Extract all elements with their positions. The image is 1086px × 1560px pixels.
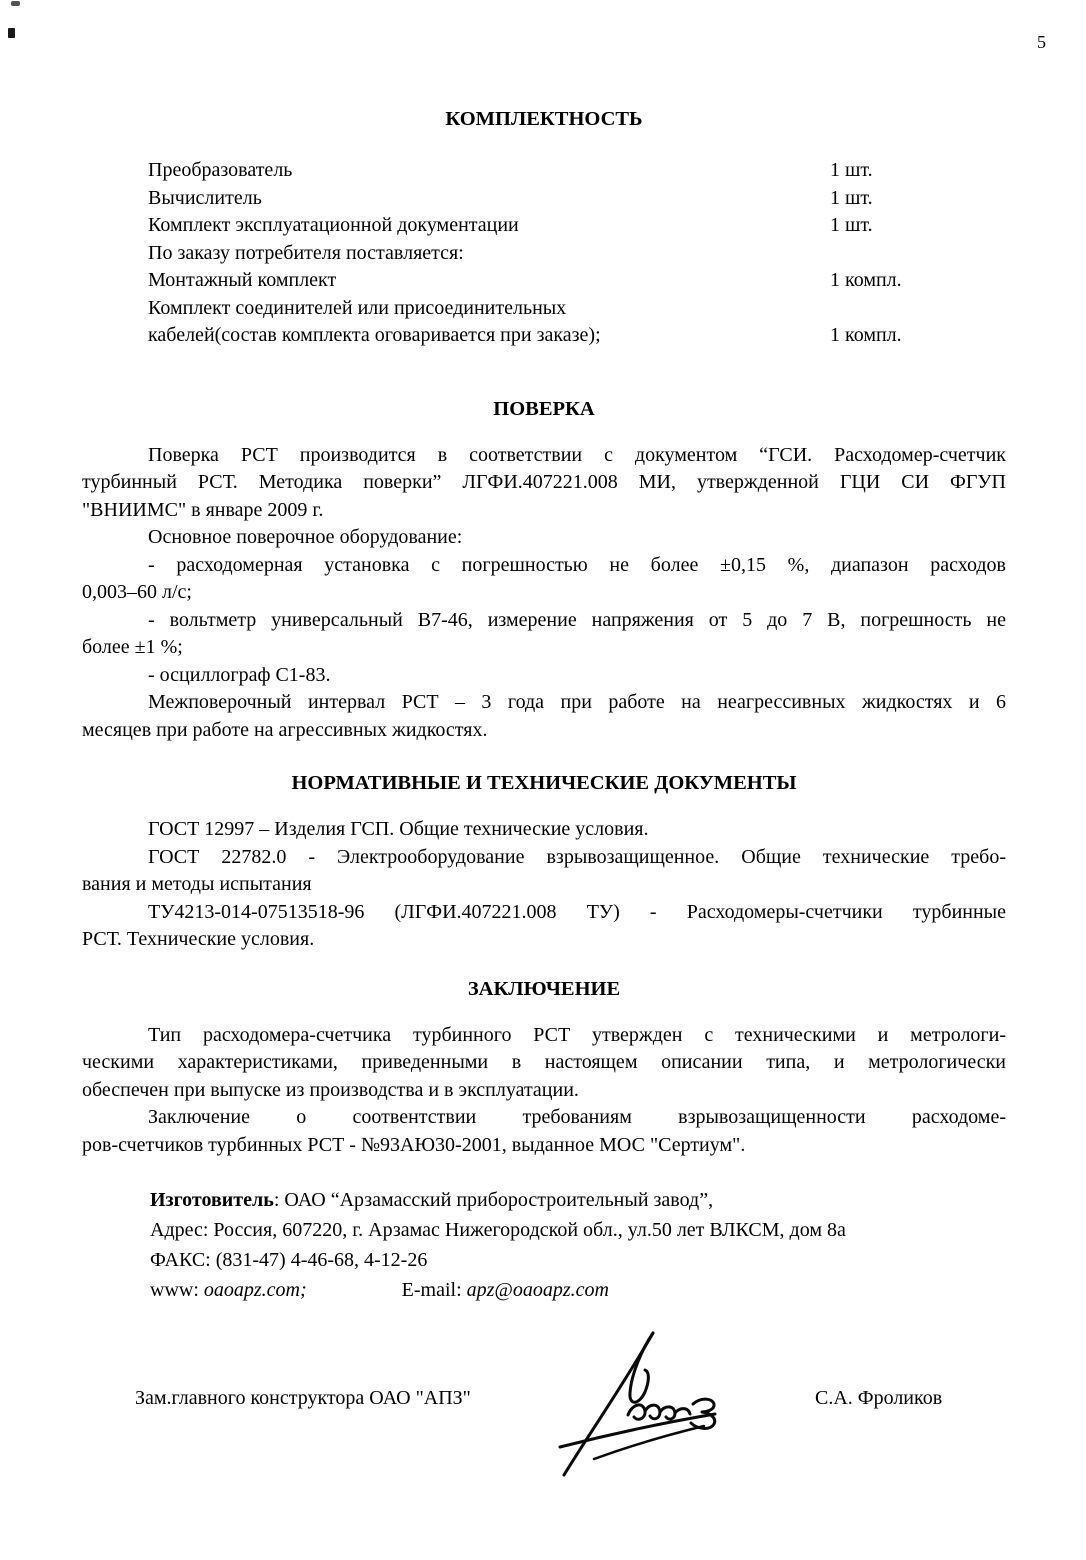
paragraph-line: вания и методы испытания [82,873,312,895]
signatory-position: Зам.главного конструктора ОАО "АПЗ" [135,1387,471,1409]
list-item [82,267,1006,295]
page-number: 5 [1037,32,1046,52]
manufacturer-line [150,1185,1006,1215]
paragraph-line: - вольтметр универсальный В7-46, измерение напряжения от 5 до 7 В, погрешность не [148,608,1006,631]
section-title-normative: НОРМАТИВНЫЕ И ТЕХНИЧЕСКИЕ ДОКУМЕНТЫ [291,772,797,794]
list-item [82,322,1006,350]
item-qty [830,240,1006,268]
item-label: Комплект соединителей или присоединительных [148,296,567,319]
item-label: Преобразователь [148,159,293,181]
manufacturer-label: Изготовитель [150,1189,274,1211]
paragraph-line: Межповерочный интервал РСТ – 3 года при работе на неагрессивных жидкостях и 6 [148,691,1006,713]
manufacturer-fax: ФАКС: (831-47) 4-46-68, 4-12-26 [150,1249,428,1271]
ink-speck [11,1,20,6]
komplekt-list [82,157,1006,350]
item-qty: 1 шт. [830,159,873,181]
paragraph-line: "ВНИИМС" в январе 2009 г. [82,498,324,521]
paragraph-line: более ±1 %; [82,636,183,658]
item-label: кабелей(состав комплекта оговаривается при заказе); [148,324,601,346]
paragraph-line: - расходомерная установка с погрешностью не более ±0,15 %, диапазон расходов [148,553,1006,576]
paragraph-line: ческими характеристиками, приведенными в настоящем описании типа, и метрологически [82,1051,1006,1073]
manufacturer-name: : ОАО “Арзамасский приборостроительный завод”, [273,1189,714,1211]
manufacturer-contacts [150,1275,1006,1305]
paragraph-line: Основное поверочное оборудование: [148,526,463,548]
manufacturer-address: Адрес: Россия, 607220, г. Арзамас Нижегородской обл., ул.50 лет ВЛКСМ, дом 8а [150,1219,846,1241]
paragraph-line: ТУ4213-014-07513518-96 (ЛГФИ.407221.008 ТУ) - Расходомеры-счетчики турбинные [148,900,1006,923]
paragraph-line: ров-счетчиков турбинных РСТ - №93АЮ30-2001, выданное МОС "Сертиум". [82,1133,746,1156]
item-qty: 1 шт. [830,186,873,209]
signature-scrawl [532,1325,752,1480]
list-item [82,185,1006,213]
zakl-body [82,1022,1006,1160]
paragraph-line: 0,003–60 л/с; [82,581,192,603]
manufacturer-block [150,1185,1006,1305]
item-qty [830,295,1006,323]
paragraph-line: ГОСТ 22782.0 - Электрооборудование взрывозащищенное. Общие технические требо- [148,845,1006,868]
item-label: По заказу потребителя поставляется: [148,241,464,264]
paragraph-line: обеспечен при выпуске из производства и в эксплуатации. [82,1078,579,1101]
ink-speck [8,28,15,38]
list-item [82,295,1006,323]
paragraph-line: РСТ. Технические условия. [82,928,315,950]
item-qty: 1 компл. [830,324,902,346]
signatory-name: С.А. Фроликов [815,1387,943,1409]
page-content [82,0,1006,1505]
paragraph-line: ГОСТ 12997 – Изделия ГСП. Общие технические условия. [148,818,649,840]
section-title-zakl: ЗАКЛЮЧЕНИЕ [467,977,621,1000]
item-label: Монтажный комплект [148,269,337,291]
email-address: apz@oaoapz.com [466,1279,609,1301]
normative-body [82,816,1006,954]
email-prefix: E-mail: [401,1279,467,1301]
item-label: Вычислитель [148,186,262,209]
list-item [82,240,1006,268]
paragraph-line: месяцев при работе на агрессивных жидкостях. [82,718,488,741]
signature-block [82,1325,1006,1505]
item-label: Комплект эксплуатационной документации [148,214,519,236]
poverka-body [82,442,1006,745]
item-qty: 1 шт. [830,214,873,236]
item-qty: 1 компл. [830,269,902,291]
www-prefix: www: [150,1279,204,1301]
list-item [82,212,1006,240]
www-label [150,1279,307,1301]
paragraph-line: Тип расходомера-счетчика турбинного РСТ утвержден с техническими и метрологи- [148,1023,1006,1046]
list-item [82,157,1006,185]
section-title-poverka: ПОВЕРКА [493,397,595,420]
section-title-komplekt: КОМПЛЕКТНОСТЬ [445,108,643,130]
www-url: oaoapz.com; [203,1279,307,1301]
email-label [402,1279,609,1301]
paragraph-line: турбинный РСТ. Методика поверки” ЛГФИ.407221.008 МИ, утвержденной ГЦИ СИ ФГУП [82,471,1006,493]
paragraph-line: Поверка РСТ производится в соответствии с документом “ГСИ. Расходомер-счетчик [148,443,1006,466]
paragraph-line: Заключение о соотвентствии требованиям взрывозащищенности расходоме- [148,1106,1006,1128]
paragraph-line: - осциллограф С1-83. [148,663,331,686]
